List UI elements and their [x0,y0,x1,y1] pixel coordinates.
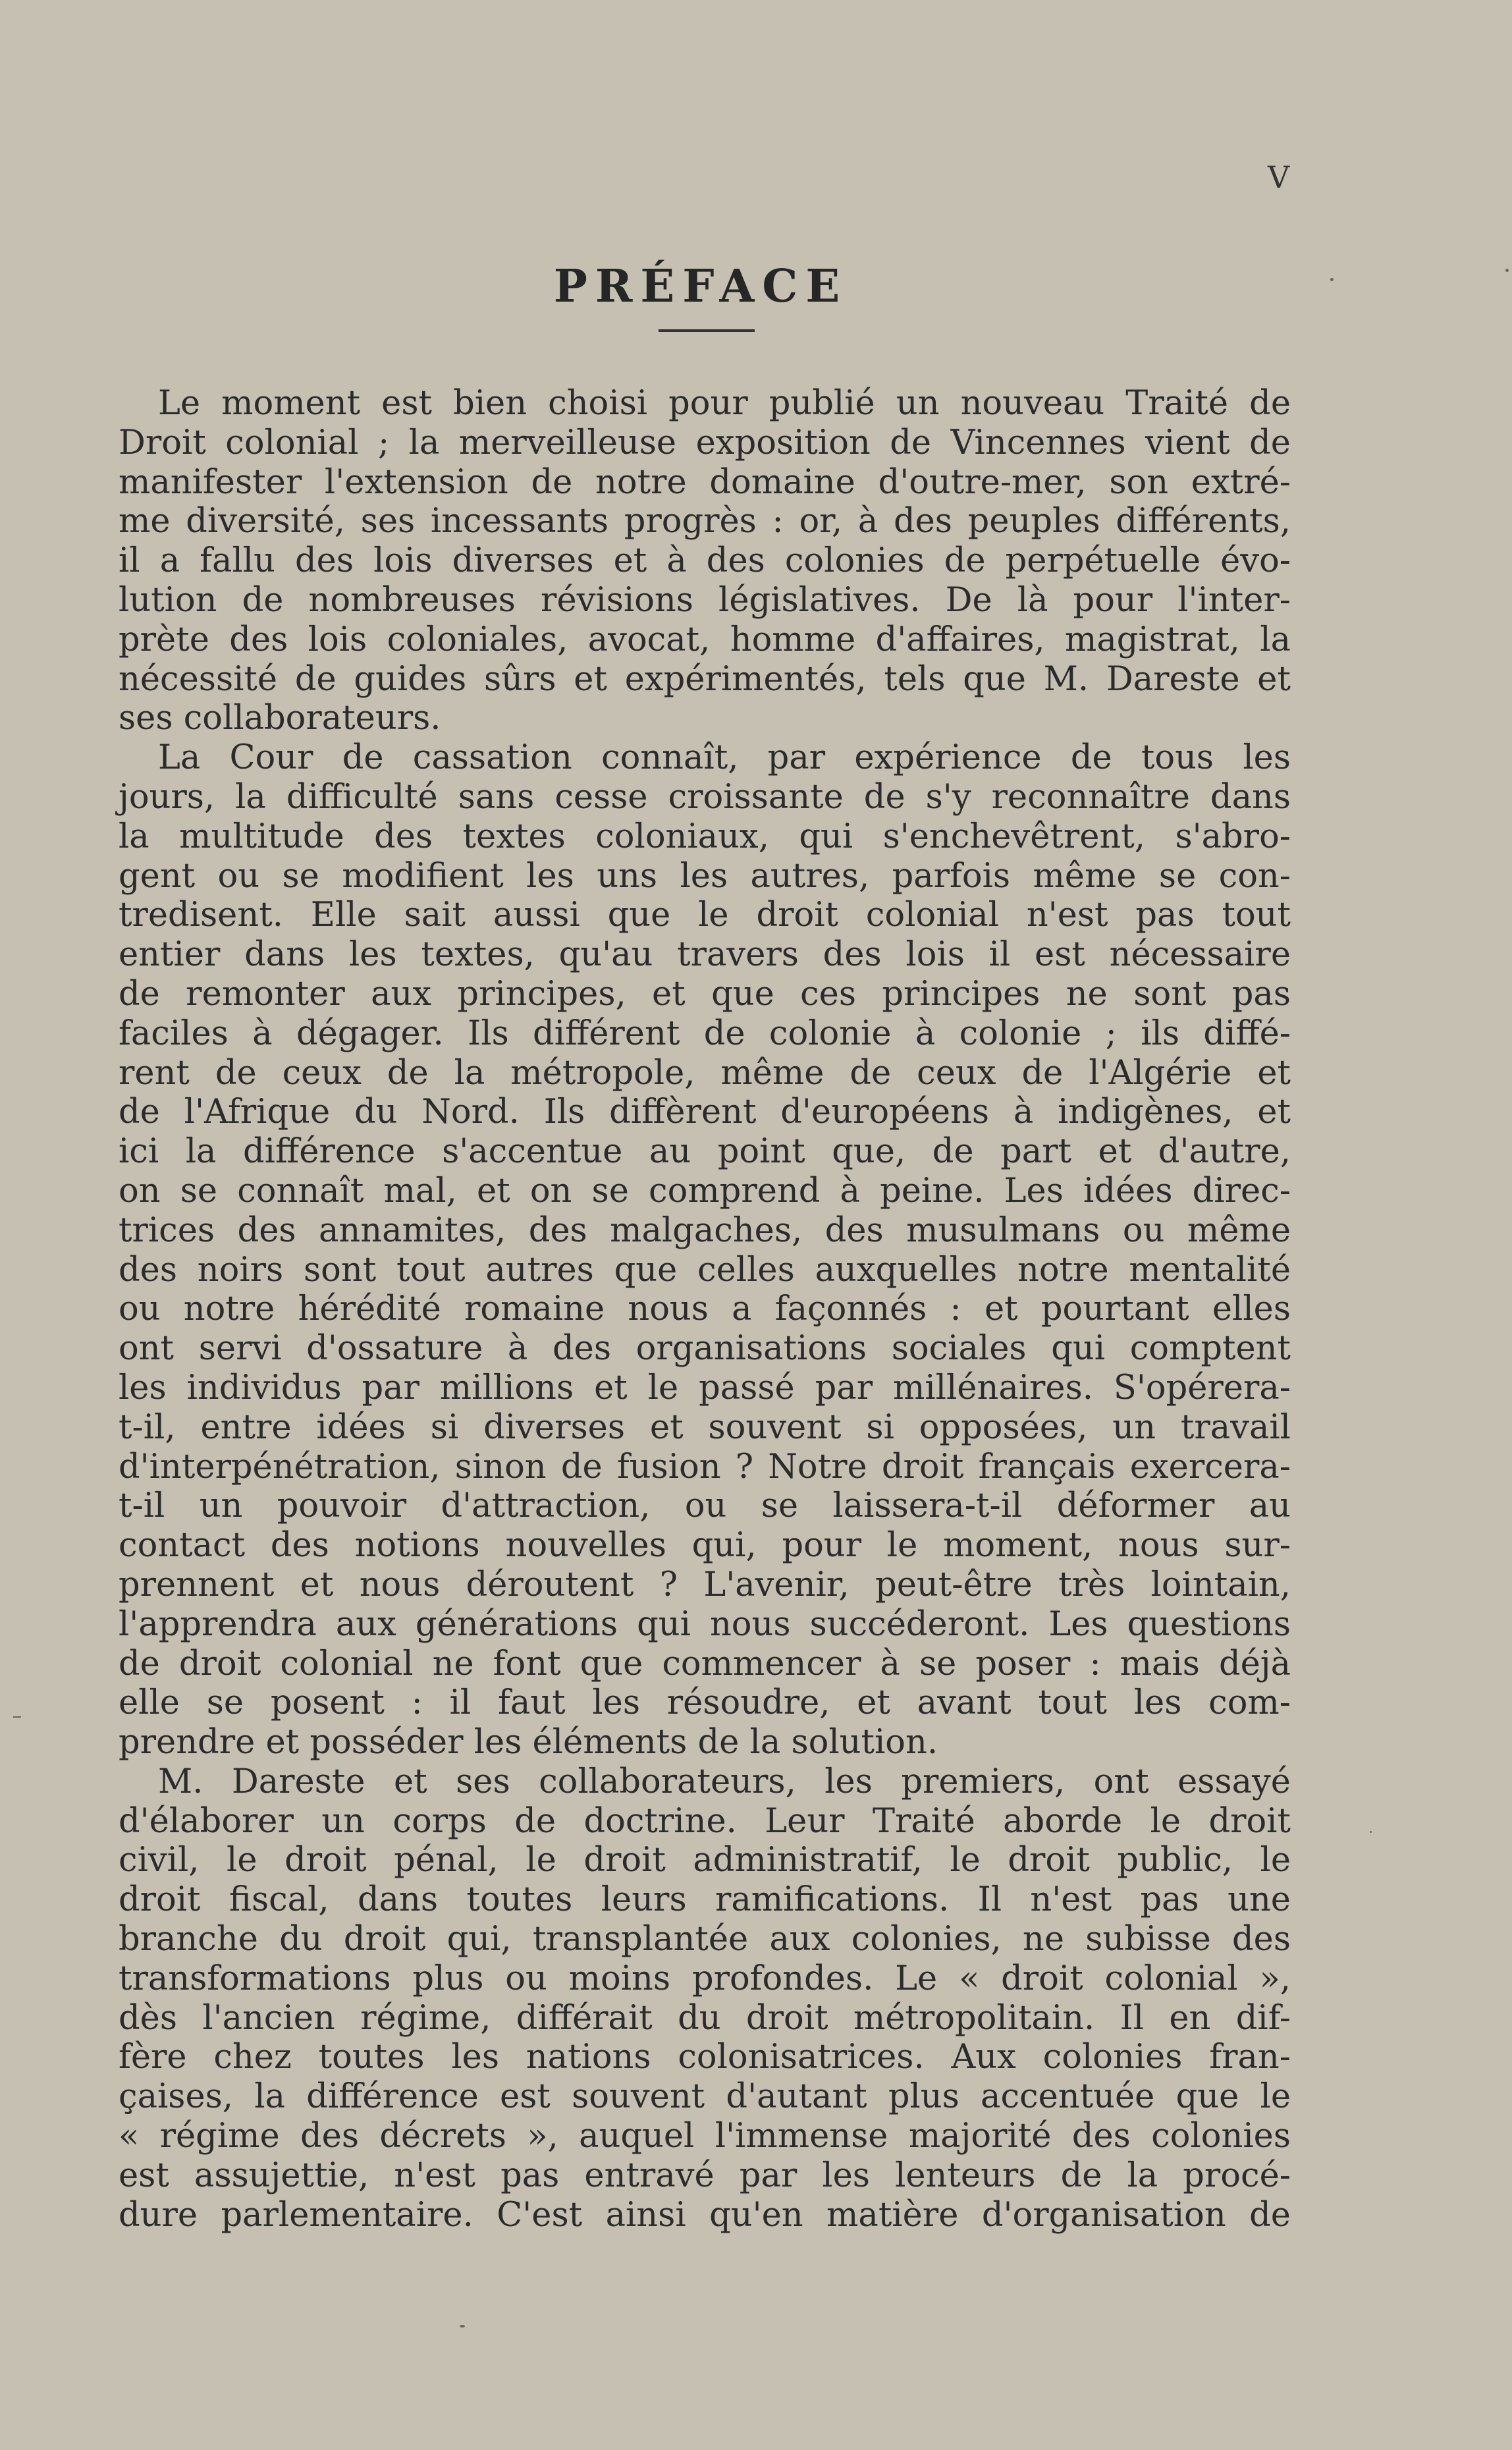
text-line: des noirs sont tout autres que celles auxquelles notre mentalité [119,1250,1291,1290]
text-line: de droit colonial ne font que commencer à se poser : mais déjà [119,1644,1291,1683]
title-underline [659,329,755,332]
page-number: V [1268,159,1290,195]
text-line: entier dans les textes, qu'au travers des lois il est nécessaire [119,935,1291,975]
text-line: jours, la difficulté sans cesse croissante de s'y reconnaître dans [119,777,1291,817]
text-line: tredisent. Elle sait aussi que le droit colonial n'est pas tout [119,896,1291,935]
text-line: l'apprendra aux générations qui nous succéderont. Les questions [119,1604,1291,1644]
page-title: PRÉFACE [553,260,848,313]
text-line: d'élaborer un corps de doctrine. Leur Traité aborde le droit [119,1801,1291,1841]
text-line: ont servi d'ossature à des organisations sociales qui comptent [119,1329,1291,1369]
text-line: dure parlementaire. C'est ainsi qu'en matière d'organisation de [119,2195,1291,2235]
text-line: dès l'ancien régime, différait du droit métropolitain. Il en dif- [119,1998,1291,2038]
text-line: la multitude des textes coloniaux, qui s'enchevêtrent, s'abro- [119,817,1291,856]
text-line: ses collaborateurs. [119,699,441,738]
text-line: fère chez toutes les nations colonisatrices. Aux colonies fran- [119,2038,1291,2077]
paper-speck [460,2325,465,2328]
text-line: prendre et posséder les éléments de la solution. [119,1723,938,1762]
text-line: gent ou se modifient les uns les autres, parfois même se con- [119,856,1291,896]
paper-speck [13,1716,21,1718]
text-line: La Cour de cassation connaît, par expérience de tous les [158,738,1291,778]
text-line: t-il un pouvoir d'attraction, ou se laissera-t-il déformer au [119,1486,1291,1526]
text-line: civil, le droit pénal, le droit administratif, le droit public, le [119,1841,1291,1880]
text-line: M. Dareste et ses collaborateurs, les premiers, ont essayé [158,1762,1291,1801]
paper-speck [1505,269,1509,272]
text-line: t-il, entre idées si diverses et souvent si opposées, un travail [119,1407,1291,1447]
text-line: les individus par millions et le passé par millénaires. S'opérera- [119,1368,1291,1407]
text-line: trices des annamites, des malgaches, des musulmans ou même [119,1211,1291,1250]
text-line: elle se posent : il faut les résoudre, et avant tout les com- [119,1683,1291,1723]
text-line: Le moment est bien choisi pour publié un nouveau Traité de [158,384,1291,423]
text-line: manifester l'extension de notre domaine d'outre-mer, son extré- [119,462,1291,502]
text-line: contact des notions nouvelles qui, pour le moment, nous sur- [119,1526,1291,1565]
text-line: rent de ceux de la métropole, même de ceux de l'Algérie et [119,1053,1291,1093]
text-line: transformations plus ou moins profondes. Le « droit colonial », [119,1959,1291,1998]
text-line: de l'Afrique du Nord. Ils diffèrent d'européens à indigènes, et [119,1093,1291,1132]
text-line: d'interpénétration, sinon de fusion ? Notre droit français exercera- [119,1447,1291,1486]
text-line: de remonter aux principes, et que ces principes ne sont pas [119,974,1291,1014]
text-line: « régime des décrets », auquel l'immense majorité des colonies [119,2117,1291,2156]
paper-speck [1330,278,1334,281]
text-line: çaises, la différence est souvent d'autant plus accentuée que le [119,2077,1291,2117]
text-line: nécessité de guides sûrs et expérimentés, tels que M. Dareste et [119,659,1291,699]
text-line: il a fallu des lois diverses et à des colonies de perpétuelle évo- [119,541,1291,581]
text-line: Droit colonial ; la merveilleuse exposition de Vincennes vient de [119,423,1291,462]
text-line: branche du droit qui, transplantée aux colonies, ne subisse des [119,1920,1291,1959]
text-line: droit fiscal, dans toutes leurs ramifications. Il n'est pas une [119,1880,1291,1920]
text-line: faciles à dégager. Ils différent de colonie à colonie ; ils diffé- [119,1014,1291,1053]
text-line: ou notre hérédité romaine nous a façonnés : et pourtant elles [119,1290,1291,1329]
preface-body [119,384,1291,2235]
text-line: me diversité, ses incessants progrès : or, à des peuples différents, [119,502,1291,541]
paper-speck [1370,1831,1372,1833]
text-line: lution de nombreuses révisions législatives. De là pour l'inter- [119,580,1291,620]
text-line: est assujettie, n'est pas entravé par les lenteurs de la procé- [119,2156,1291,2195]
text-line: prète des lois coloniales, avocat, homme d'affaires, magistrat, la [119,620,1291,659]
text-line: prennent et nous déroutent ? L'avenir, peut-être très lointain, [119,1565,1291,1604]
text-line: ici la différence s'accentue au point que, de part et d'autre, [119,1132,1291,1172]
text-line: on se connaît mal, et on se comprend à peine. Les idées direc- [119,1171,1291,1211]
